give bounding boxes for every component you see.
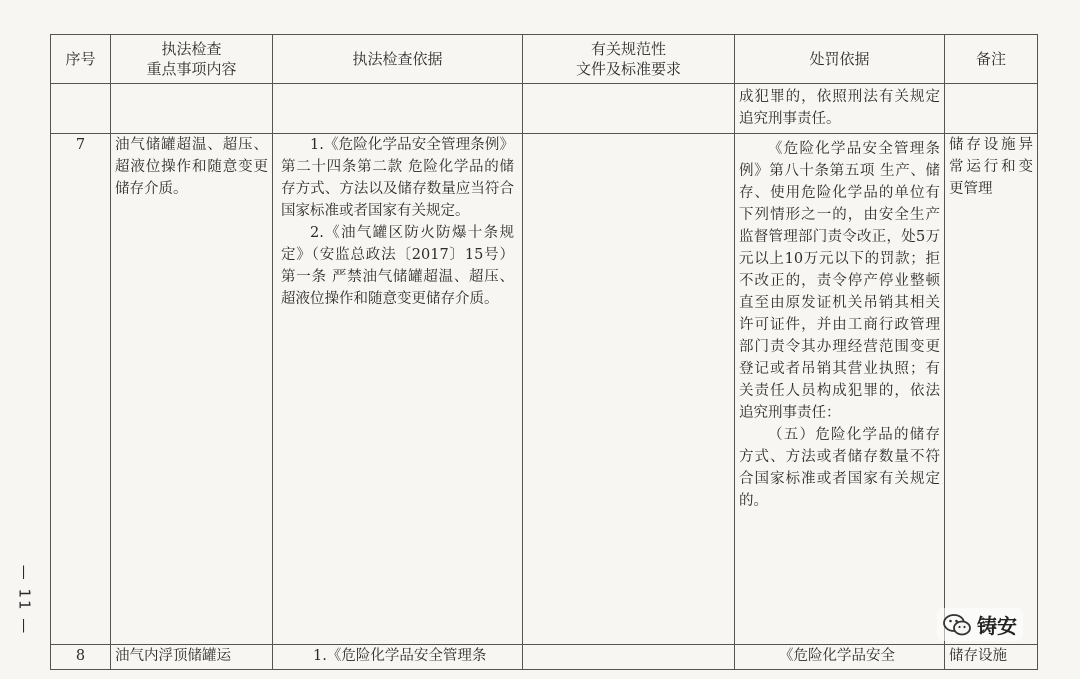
basis-paragraph-2: 2.《油气罐区防火防爆十条规定》（安监总政法〔2017〕15号）第一条 严禁油气储罐超温、超压、超液位操作和随意变更储存介质。 [281,225,514,307]
cell-item: 油气储罐超温、超压、超液位操作和随意变更储存介质。 [111,134,273,645]
basis-paragraph-1: 1.《危险化学品安全管理条例》第二十四条第二款 危险化学品的储存方式、方法以及储存数量应当符合国家标准或者国家有关规定。 [281,137,514,219]
enforcement-table [50,34,1038,670]
watermark-text: 铸安 [977,614,1017,638]
cell-standard [523,134,735,645]
cell-basis [273,84,523,134]
penalty-paragraph-1: 《危险化学品安全管理条例》第八十条第五项 生产、储存、使用危险化学品的单位有下列情形之一的，由安全生产监督管理部门责令改正，处5万元以上10万元以下的罚款；拒不改正的，责令停产停业整顿直至由原发证机关吊销其相关许可证件，并由工商行政管理部门责令其办理经营范围变更登记或者吊销其营业执照；有关责任人员构成犯罪的，依法追究刑事责任： [739,141,940,421]
cell-penalty [735,134,945,645]
table-row-7 [51,134,1038,645]
cell-standard [523,84,735,134]
cell-basis [273,134,523,645]
table-header-row [51,35,1038,84]
cell-seq: 8 [51,645,111,670]
table-row-8 [51,645,1038,670]
cell-note [945,84,1038,134]
cell-seq [51,84,111,134]
cell-seq: 7 [51,134,111,645]
header-seq: 序号 [51,35,111,84]
table-row-continued [51,84,1038,134]
header-item: 执法检查 重点事项内容 [111,35,273,84]
cell-penalty: 成犯罪的，依照刑法有关规定追究刑事责任。 [735,84,945,134]
cell-item [111,84,273,134]
cell-standard [523,645,735,670]
header-note: 备注 [945,35,1038,84]
page-number: — 11 — [15,564,33,636]
header-penalty: 处罚依据 [735,35,945,84]
wechat-icon [943,613,971,637]
cell-note: 储存设施异常运行和变更管理 [945,134,1038,645]
header-standard: 有关规范性 文件及标准要求 [523,35,735,84]
cell-penalty: 《危险化学品安全 [735,645,945,670]
penalty-paragraph-2: （五）危险化学品的储存方式、方法或者储存数量不符合国家标准或者国家有关规定的。 [739,427,940,509]
header-basis: 执法检查依据 [273,35,523,84]
cell-basis: 1.《危险化学品安全管理条 [273,645,523,670]
cell-item: 油气内浮顶储罐运 [111,645,273,670]
watermark [937,608,1023,641]
cell-note: 储存设施 [945,645,1038,670]
